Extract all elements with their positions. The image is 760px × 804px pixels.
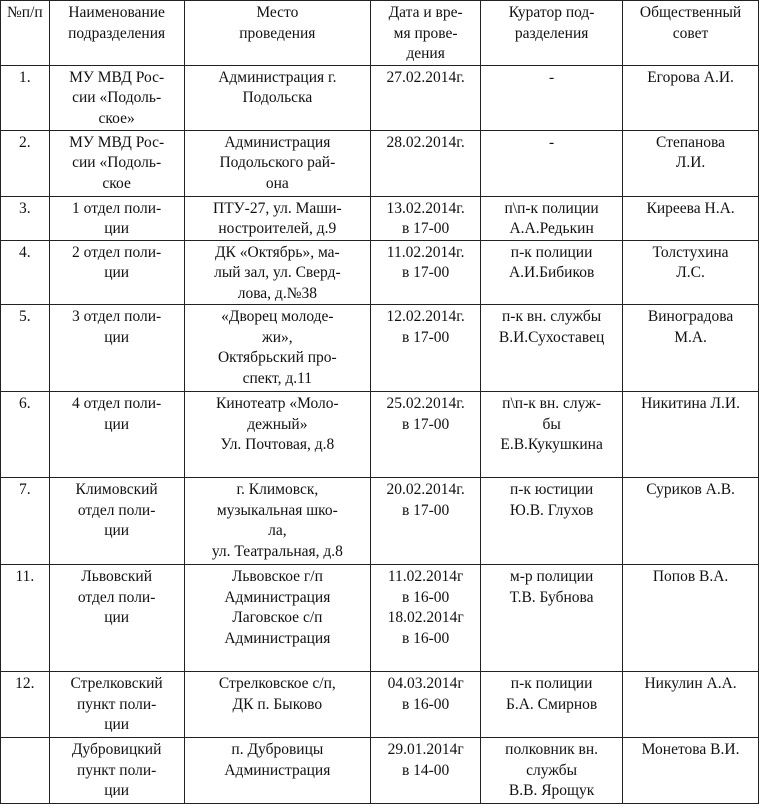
header-council: Общественный совет bbox=[623, 1, 759, 66]
cell-unit: 4 отдел поли- ции bbox=[49, 392, 184, 478]
cell-num: 4. bbox=[1, 240, 50, 305]
cell-num: 1. bbox=[1, 65, 50, 130]
cell-curator: п-к полиции Б.А. Смирнов bbox=[481, 672, 623, 738]
cell-place: ПТУ-27, ул. Маши- ностроителей, д.9 bbox=[184, 196, 371, 240]
cell-curator: п-к юстиции Ю.В. Глухов bbox=[481, 478, 623, 565]
cell-curator: п-к полиции А.И.Бибиков bbox=[481, 240, 623, 305]
cell-date: 04.03.2014г в 16-00 bbox=[371, 672, 481, 738]
cell-unit: МУ МВД Рос- сии «Подоль- ское» bbox=[49, 65, 184, 130]
cell-council: Виноградова М.А. bbox=[623, 305, 759, 392]
header-place: Место проведения bbox=[184, 1, 371, 66]
cell-num: 2. bbox=[1, 130, 50, 196]
cell-date: 11.02.2014г. в 17-00 bbox=[371, 240, 481, 305]
cell-curator: п\п-к вн. служ- бы Е.В.Кукушкина bbox=[481, 392, 623, 478]
header-row bbox=[1, 1, 759, 66]
cell-date: 20.02.2014г. в 17-00 bbox=[371, 478, 481, 565]
cell-council: Степанова Л.И. bbox=[623, 130, 759, 196]
cell-place: Стрелковское с/п, ДК п. Быково bbox=[184, 672, 371, 738]
cell-date: 12.02.2014г. в 17-00 bbox=[371, 305, 481, 392]
header-curator: Куратор под- разделения bbox=[481, 1, 623, 66]
cell-place: Кинотеатр «Моло- дежный» Ул. Почтовая, д.8 bbox=[184, 392, 371, 478]
cell-council: Никулин А.А. bbox=[623, 672, 759, 738]
cell-curator: - bbox=[481, 130, 623, 196]
cell-date: 29.01.2014г в 14-00 bbox=[371, 738, 481, 804]
cell-place: Львовское г/п Администрация Лаговское с/п Администрация bbox=[184, 565, 371, 672]
table-row bbox=[1, 240, 759, 305]
cell-num: 3. bbox=[1, 196, 50, 240]
cell-num: 12. bbox=[1, 672, 50, 738]
cell-curator: п-к вн. службы В.И.Сухоставец bbox=[481, 305, 623, 392]
table-row bbox=[1, 478, 759, 565]
cell-unit: МУ МВД Рос- сии «Подоль- ское bbox=[49, 130, 184, 196]
cell-curator: полковник вн. службы В.В. Ярощук bbox=[481, 738, 623, 804]
header-num: №п/п bbox=[1, 1, 50, 66]
cell-unit: 1 отдел поли- ции bbox=[49, 196, 184, 240]
cell-date: 28.02.2014г. bbox=[371, 130, 481, 196]
cell-council: Никитина Л.И. bbox=[623, 392, 759, 478]
table-row bbox=[1, 65, 759, 130]
cell-place: ДК «Октябрь», ма- лый зал, ул. Сверд- лова, д.№38 bbox=[184, 240, 371, 305]
cell-date: 11.02.2014г в 16-00 18.02.2014г в 16-00 bbox=[371, 565, 481, 672]
cell-place: Администрация г. Подольска bbox=[184, 65, 371, 130]
cell-num: 7. bbox=[1, 478, 50, 565]
cell-unit: Дубровицкий пункт поли- ции bbox=[49, 738, 184, 804]
cell-unit: 2 отдел поли- ции bbox=[49, 240, 184, 305]
cell-date: 13.02.2014г. в 17-00 bbox=[371, 196, 481, 240]
table-row bbox=[1, 196, 759, 240]
table-row bbox=[1, 305, 759, 392]
cell-council: Киреева Н.А. bbox=[623, 196, 759, 240]
cell-place: г. Климовск, музыкальная шко- ла, ул. Театральная, д.8 bbox=[184, 478, 371, 565]
cell-council: Суриков А.В. bbox=[623, 478, 759, 565]
table-row bbox=[1, 392, 759, 478]
cell-unit: 3 отдел поли- ции bbox=[49, 305, 184, 392]
table-row bbox=[1, 565, 759, 672]
cell-unit: Львовский отдел поли- ции bbox=[49, 565, 184, 672]
cell-place: Администрация Подольского рай- она bbox=[184, 130, 371, 196]
cell-unit: Климовский отдел поли- ции bbox=[49, 478, 184, 565]
cell-council: Попов В.А. bbox=[623, 565, 759, 672]
cell-curator: - bbox=[481, 65, 623, 130]
cell-num bbox=[1, 738, 50, 804]
cell-date: 25.02.2014г. в 17-00 bbox=[371, 392, 481, 478]
table-row bbox=[1, 738, 759, 804]
header-date: Дата и вре- мя прове- дения bbox=[371, 1, 481, 66]
cell-unit: Стрелковский пункт поли- ции bbox=[49, 672, 184, 738]
cell-curator: м-р полиции Т.В. Бубнова bbox=[481, 565, 623, 672]
table-row bbox=[1, 130, 759, 196]
cell-num: 11. bbox=[1, 565, 50, 672]
cell-num: 6. bbox=[1, 392, 50, 478]
cell-num: 5. bbox=[1, 305, 50, 392]
cell-council: Толстухина Л.С. bbox=[623, 240, 759, 305]
table-row bbox=[1, 672, 759, 738]
header-unit: Наименование подразделения bbox=[49, 1, 184, 66]
cell-council: Монетова В.И. bbox=[623, 738, 759, 804]
cell-place: «Дворец молоде- жи», Октябрьский про- спект, д.11 bbox=[184, 305, 371, 392]
cell-place: п. Дубровицы Администрация bbox=[184, 738, 371, 804]
cell-curator: п\п-к полиции А.А.Редькин bbox=[481, 196, 623, 240]
cell-council: Егорова А.И. bbox=[623, 65, 759, 130]
cell-date: 27.02.2014г. bbox=[371, 65, 481, 130]
